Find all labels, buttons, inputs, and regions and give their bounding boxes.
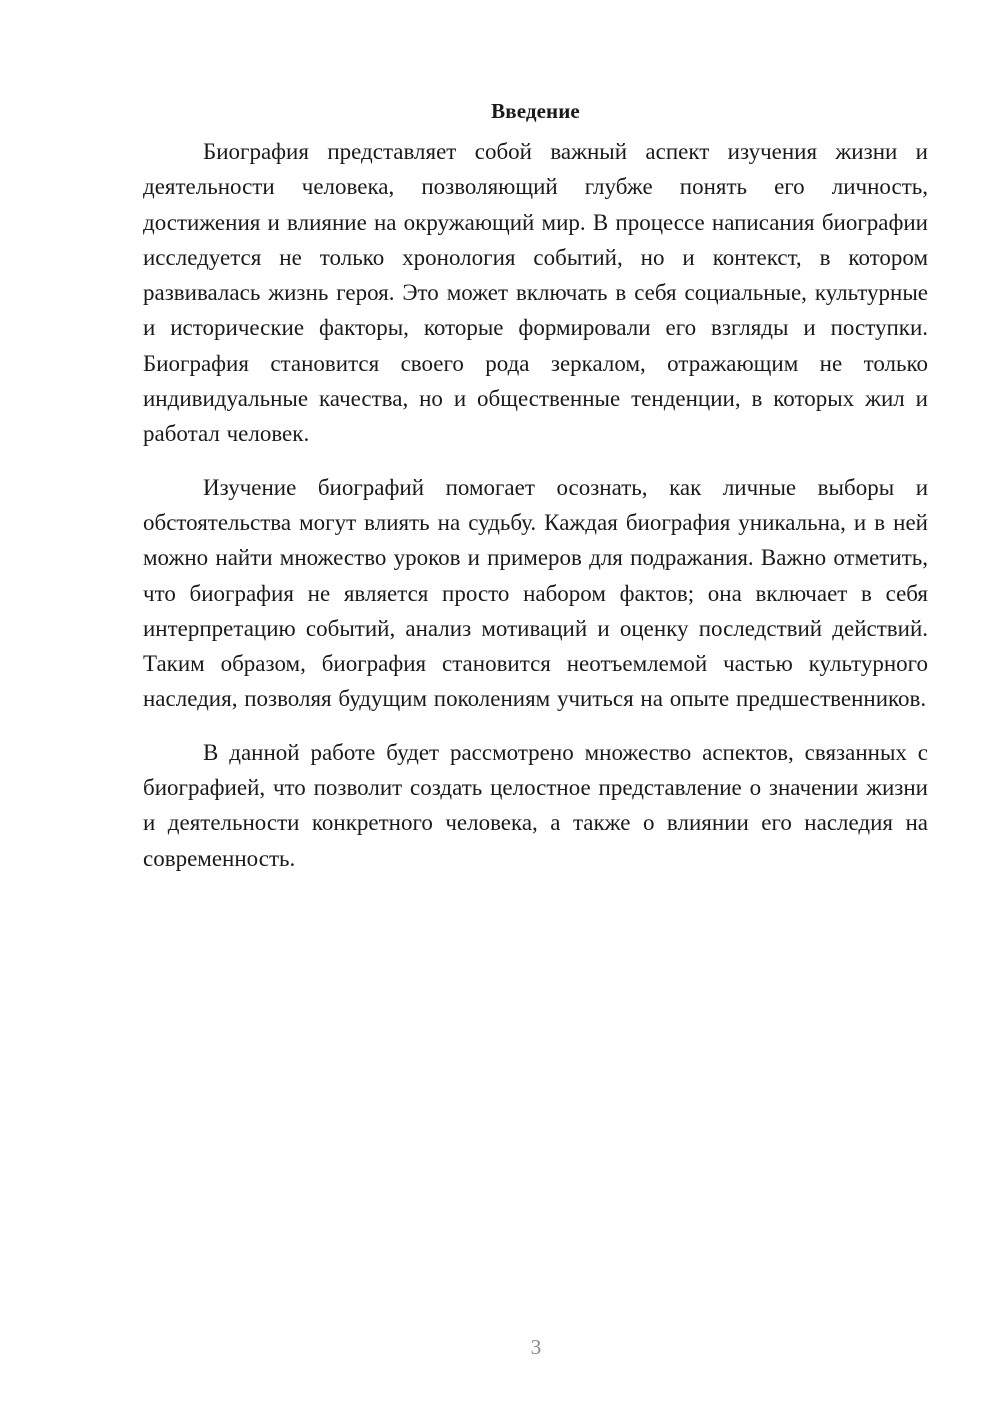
section-title: Введение — [491, 99, 580, 123]
paragraph-3: В данной работе будет рассмотрено множество аспектов, связанных с биографией, что позволит создать целостное представление о значении жизни и деятельности конкретного человека, а также о влиянии его наследия на современность. — [143, 739, 928, 871]
page-content — [143, 96, 928, 894]
page-number: 3 — [530, 1335, 542, 1359]
paragraph-2: Изучение биографий помогает осознать, как личные выборы и обстоятельства могут влиять на судьбу. Каждая биография уникальна, и в ней можно найти множество уроков и примеров для подражания. Важно отметить, что биография не является просто набором фактов; она включает в себя интерпретацию событий, анализ мотиваций и оценку последствий действий. Таким образом, биография становится неотъемлемой частью культурного наследия, позволяя будущим поколениям учиться на опыте предшественников. — [143, 474, 928, 712]
paragraph-1: Биография представляет собой важный аспект изучения жизни и деятельности человека, позволяющий глубже понять его личность, достижения и влияние на окружающий мир. В процессе написания биографии исследуется не только хронология событий, но и контекст, в котором развивалась жизнь героя. Это может включать в себя социальные, культурные и исторические факторы, которые формировали его взгляды и поступки. Биография становится своего рода зеркалом, отражающим не только индивидуальные качества, но и общественные тенденции, в которых жил и работал человек. — [143, 139, 928, 447]
